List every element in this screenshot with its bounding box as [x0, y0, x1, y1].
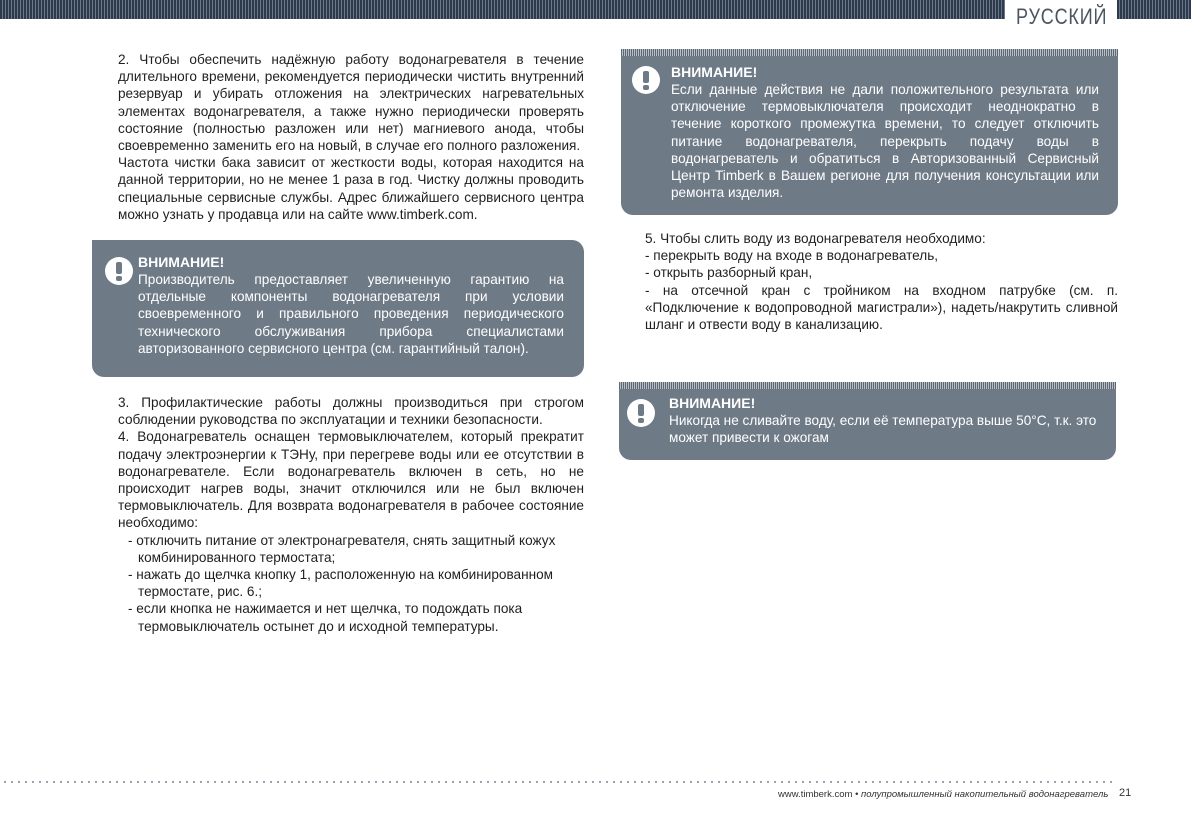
list-item: - нажать до щелчка кнопку 1, расположенную на комбинированном термостате, рис. 6.;	[128, 567, 553, 600]
exclamation-icon	[105, 257, 133, 285]
warning-body: Никогда не сливайте воду, если её температура выше 50°С, т.к. это может привести к ожогам	[669, 413, 1097, 446]
left-column-top	[118, 51, 584, 223]
footer-separator: •	[852, 789, 862, 800]
paragraph-thermostat: 4. Водонагреватель оснащен термовыключателем, который прекратит подачу электроэнергии к ТЭНу, при перегреве воды или ее отсутствии в водонагревателе. Если водонагреватель включен в сеть, но не происходит нагрев воды, значит отключился или не был включен термовыключатель. Для возврата водонагревателя в рабочее состояние необходимо:	[118, 429, 584, 531]
page-number: 21	[1119, 787, 1132, 799]
warning-box-service	[621, 49, 1118, 215]
paragraph-maintenance: 3. Профилактические работы должны производиться при строгом соблюдении руководства по эксплуатации и техники безопасности.	[118, 395, 584, 428]
right-column-drain	[645, 230, 1118, 333]
footer-site-link[interactable]: www.timberk.com	[778, 789, 853, 800]
warning-title: ВНИМАНИЕ!	[669, 395, 756, 411]
paragraph-frequency: Частота чистки бака зависит от жесткости воды, которая находится на данной территории, но не менее 1 раза в год. Чистку должны проводить специальные сервисные службы. Адрес ближайшего сервисного центра можно узнать у продавца или на сайте www.timberk.com.	[118, 155, 584, 222]
warning-box-temperature	[619, 382, 1116, 460]
warning-box-warranty	[92, 240, 584, 377]
list-item: - если кнопка не нажимается и нет щелчка, то подождать пока термовыключатель остынет до и исходной температуры.	[128, 601, 523, 634]
paragraph-drain-intro: 5. Чтобы слить воду из водонагревателя необходимо:	[645, 231, 986, 246]
left-column-bottom	[118, 394, 584, 635]
list-item: - открыть разборный кран,	[645, 265, 813, 281]
exclamation-icon	[627, 399, 655, 427]
warning-stripe	[619, 382, 1116, 389]
warning-body: Если данные действия не дали положительного результата или отключение термовыключателя происходит неоднократно в течение короткого промежутка времени, то следует отключить питание водонагревателя, перекрыть подачу воды в водонагреватель и обратиться в Авторизованный Сервисный Центр Timberk в Вашем регионе для получения консультации или ремонта изделия.	[671, 82, 1099, 201]
footer-divider	[4, 781, 1114, 783]
paragraph-cleaning: 2. Чтобы обеспечить надёжную работу водонагревателя в течение длительного времени, рекомендуется периодически чистить внутренний резервуар и убирать отложения на электрических нагревательных элементах водонагревателя, а также нужно периодически проверять состояние (полностью разложен или нет) магниевого анода, чтобы своевременно заменить его на новый, в случае его полного разложения.	[118, 52, 584, 154]
warning-stripe	[621, 49, 1118, 56]
footer-subtitle: полупромышленный накопительный водонагреватель	[861, 789, 1109, 800]
list-item: - на отсечной кран с тройником на входном патрубке (см. п. «Подключение к водопроводной магистрали»), надеть/накрутить сливной шланг и отвести воду в канализацию.	[645, 282, 1118, 333]
language-label: РУССКИЙ	[1016, 4, 1108, 29]
list-item: - отключить питание от электронагревателя, снять защитный кожух комбинированного термостата;	[128, 532, 556, 565]
exclamation-icon	[632, 66, 660, 94]
list-item: - перекрыть воду на входе в водонагреватель,	[645, 248, 939, 264]
warning-body: Производитель предоставляет увеличенную гарантию на отдельные компоненты водонагревателя при условии своевременного и правильного проведения периодического технического обслуживания прибора специалистами авторизованного сервисного центра (см. гарантийный талон).	[138, 272, 564, 356]
header-stripe-right	[1117, 0, 1191, 19]
warning-title: ВНИМАНИЕ!	[671, 64, 758, 80]
warning-title: ВНИМАНИЕ!	[138, 254, 225, 270]
footer-text	[778, 789, 1108, 800]
header-stripe-left	[0, 0, 1005, 19]
